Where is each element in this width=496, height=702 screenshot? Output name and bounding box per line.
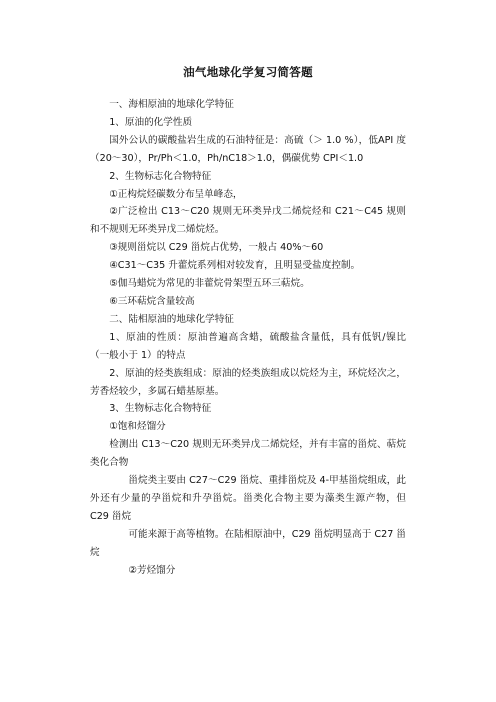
body-paragraph: 甾烷类主要由 C27～C29 甾烷、重排甾烷及 4-甲基甾烷组成，此外还有少量的孕甾烷和升孕甾烷。甾类化合物主要为藻类生源产物，但 C29 甾烷 [90, 475, 406, 522]
subsection-heading: 2、生物标志化合物特征 [109, 170, 212, 182]
document-body [90, 96, 406, 579]
body-paragraph: 2、原油的烃类族组成：原油的烃类族组成以烷烃为主，环烷烃次之，芳香烃较少，多属石蜡基原基。 [90, 367, 406, 397]
section-heading: 一、海相原油的地球化学特征 [109, 99, 234, 110]
list-item: ①饱和烃馏分 [109, 421, 166, 433]
subsection-heading: 3、生物标志化合物特征 [109, 403, 212, 415]
list-item: ⑤伽马蜡烷为常见的非藿烷骨架型五环三萜烷。 [109, 278, 310, 290]
list-item: ①正构烷烃碳数分布呈单峰态， [109, 188, 243, 200]
body-paragraph: 检测出 C13～C20 规则无环类异戊二烯烷烃，并有丰富的甾烷、萜烷类化合物 [90, 439, 406, 469]
list-item: ④C31～C35 升藿烷系列相对较发育，且明显受盐度控制。 [109, 260, 361, 272]
body-paragraph: 1、原油的性质：原油普遍高含蜡，硫酸盐含量低，具有低钒/镍比（一般小于 1）的特点 [90, 331, 406, 361]
list-item: ⑥三环萜烷含量较高 [109, 295, 195, 307]
document-title: 油气地球化学复习简答题 [183, 65, 313, 79]
list-item: ③规则甾烷以 C29 甾烷占优势，一般占 40%～60 [109, 242, 324, 254]
section-heading: 二、陆相原油的地球化学特征 [109, 313, 234, 325]
body-paragraph: 可能来源于高等植物。在陆相原油中，C29 甾烷明显高于 C27 甾烷 [90, 528, 406, 558]
body-paragraph: 国外公认的碳酸盐岩生成的石油特征是：高硫（＞ 1.0 %），低API 度（20～30），Pr/Ph＜1.0，Ph/nC18＞1.0，偶碳优势 CPI＜1.0 [90, 134, 406, 164]
list-item: ②芳烃馏分 [128, 564, 176, 576]
list-item: ②广泛检出 C13～C20 规则无环类异戊二烯烷烃和 C21～C45 规则和不规则无环类异戊二烯烷烃。 [90, 206, 406, 236]
subsection-heading: 1、原油的化学性质 [109, 116, 193, 128]
